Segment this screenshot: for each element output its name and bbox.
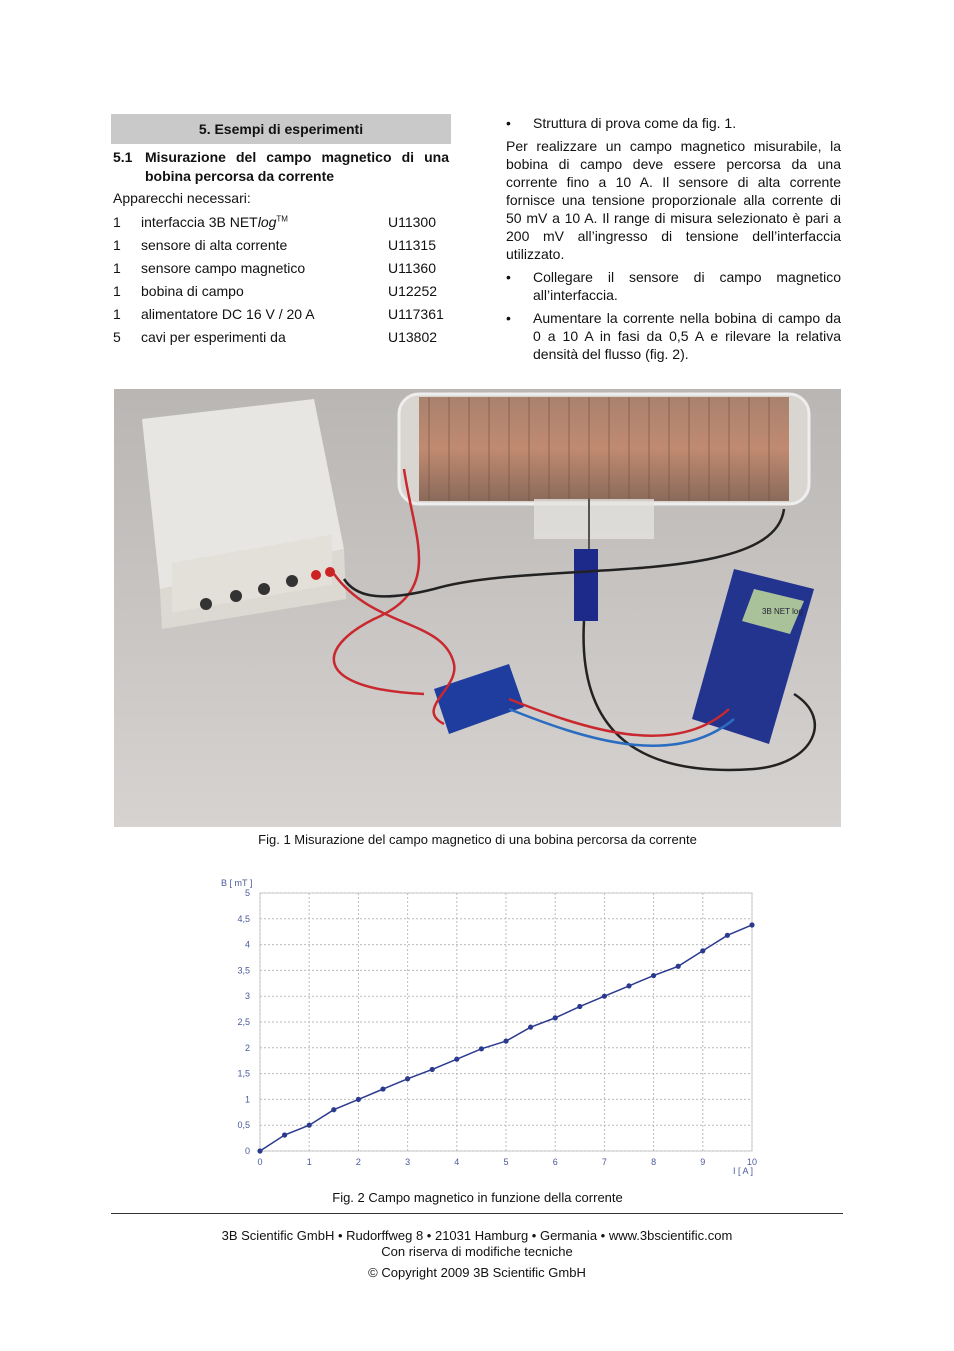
data-point xyxy=(430,1067,435,1072)
equipment-row xyxy=(113,302,458,325)
x-tick-label: 4 xyxy=(454,1157,460,1167)
section-title: 5. Esempi di esperimenti xyxy=(198,121,364,137)
y-tick-label: 3 xyxy=(244,991,250,1002)
x-tick-label: 2 xyxy=(355,1157,361,1167)
bullet-item: • Struttura di prova come da fig. 1. xyxy=(506,114,841,132)
data-point xyxy=(454,1057,459,1062)
x-tick-label: 0 xyxy=(257,1157,263,1167)
x-tick-label: 10 xyxy=(746,1157,758,1167)
footer-copyright: © Copyright 2009 3B Scientific GmbH xyxy=(368,1265,586,1280)
data-point xyxy=(356,1097,361,1102)
equipment-row xyxy=(113,279,458,302)
current-field-chart xyxy=(195,868,760,1186)
y-tick-label: 2,5 xyxy=(237,1017,250,1027)
equipment-name: sensore campo magnetico xyxy=(141,259,306,276)
data-point xyxy=(651,973,656,978)
x-tick-label: 5 xyxy=(503,1157,509,1167)
description-paragraph: Per realizzare un campo magnetico misurabile, la bobina di campo deve essere percorsa da una corrente fino a 10 A. Il sensore di alta corrente fornisce una tensione proporzionale alla corrente di 50 mV a 10 A. Il range di misura selezionato è pari a 200 mV all’ingresso di tensione dell’interfaccia utilizzato. xyxy=(506,138,841,262)
y-tick-label: 4,5 xyxy=(237,913,250,924)
data-point xyxy=(626,983,631,988)
equipment-row xyxy=(113,233,458,256)
x-tick-label: 1 xyxy=(306,1157,312,1167)
equipment-qty: 1 xyxy=(113,305,121,322)
y-tick-label: 2 xyxy=(244,1042,250,1053)
equipment-row xyxy=(113,256,458,279)
equipment-qty: 1 xyxy=(113,259,121,276)
data-point xyxy=(307,1123,312,1128)
experiment-photo xyxy=(114,389,841,827)
x-tick-label: 7 xyxy=(601,1157,607,1167)
section-header xyxy=(111,114,451,144)
data-point xyxy=(479,1046,484,1051)
equipment-row xyxy=(113,210,458,233)
data-point xyxy=(700,948,705,953)
y-tick-label: 4 xyxy=(244,939,250,950)
equipment-name: cavi per esperimenti da xyxy=(141,328,286,345)
data-point xyxy=(553,1015,558,1020)
power-supply xyxy=(142,399,346,629)
x-tick-label: 6 xyxy=(552,1157,558,1167)
device-label: 3B NET log xyxy=(762,607,803,616)
y-tick-label: 0 xyxy=(244,1146,250,1156)
figure1-caption: Fig. 1 Misurazione del campo magnetico di una bobina percorsa da corrente xyxy=(258,832,697,847)
equipment-code: U11315 xyxy=(388,236,437,253)
equipment-title: Apparecchi necessari: xyxy=(113,190,251,206)
equipment-table xyxy=(113,210,458,348)
y-tick-label: 1,5 xyxy=(237,1068,250,1079)
y-tick-label: 3,5 xyxy=(237,965,250,976)
equipment-qty: 1 xyxy=(113,213,121,230)
data-point xyxy=(257,1148,262,1153)
equipment-code: U11300 xyxy=(388,213,437,230)
equipment-qty: 5 xyxy=(113,328,121,345)
bullet-item: • Collegare il sensore di campo magnetico all’interfaccia. xyxy=(506,268,841,304)
chart-plot xyxy=(195,868,760,1186)
x-tick-label: 8 xyxy=(651,1157,657,1167)
subsection-number: 5.1 xyxy=(113,149,133,165)
data-point xyxy=(602,994,607,999)
data-point xyxy=(725,933,730,938)
x-tick-label: 9 xyxy=(700,1157,706,1167)
equipment-code: U12252 xyxy=(388,282,438,299)
equipment-code: U11360 xyxy=(388,259,437,276)
equipment-name: alimentatore DC 16 V / 20 A xyxy=(141,305,315,322)
data-point xyxy=(503,1038,508,1043)
data-point xyxy=(331,1107,336,1112)
figure2-caption: Fig. 2 Campo magnetico in funzione della corrente xyxy=(332,1190,623,1205)
equipment-name: interfaccia 3B NETlog™ xyxy=(141,213,288,230)
equipment-code: U117361 xyxy=(388,305,444,322)
instructions-column xyxy=(506,114,841,368)
data-point xyxy=(405,1076,410,1081)
equipment-name: sensore di alta corrente xyxy=(141,236,288,253)
y-tick-label: 0,5 xyxy=(237,1120,250,1131)
x-axis-label: I [ A ] xyxy=(733,1166,754,1176)
data-point xyxy=(380,1086,385,1091)
subsection-heading xyxy=(113,148,449,186)
equipment-qty: 1 xyxy=(113,282,121,299)
equipment-name: bobina di campo xyxy=(141,282,244,299)
equipment-qty: 1 xyxy=(113,236,121,253)
y-tick-label: 5 xyxy=(244,888,250,898)
footer-rule xyxy=(111,1213,843,1214)
data-point xyxy=(676,964,681,969)
footer-notice: Con riserva di modifiche tecniche xyxy=(381,1244,573,1259)
subsection-title: Misurazione del campo magnetico di una bobina percorsa da corrente xyxy=(145,149,449,184)
data-point xyxy=(282,1132,287,1137)
bullet-item: • Aumentare la corrente nella bobina di campo da 0 a 10 A in fasi da 0,5 A e rilevare la relativa densità del flusso (fig. 2). xyxy=(506,309,841,363)
data-point xyxy=(749,922,754,927)
x-tick-label: 3 xyxy=(405,1157,411,1167)
y-tick-label: 1 xyxy=(244,1094,250,1105)
equipment-code: U13802 xyxy=(388,328,438,345)
experiment-setup-illustration xyxy=(114,389,841,827)
equipment-row xyxy=(113,325,458,348)
y-axis-label: B [ mT ] xyxy=(221,878,253,888)
footer-company: 3B Scientific GmbH • Rudorffweg 8 • 21031 Hamburg • Germania • www.3bscientific.com xyxy=(221,1228,733,1243)
data-point xyxy=(577,1004,582,1009)
data-point xyxy=(528,1025,533,1030)
